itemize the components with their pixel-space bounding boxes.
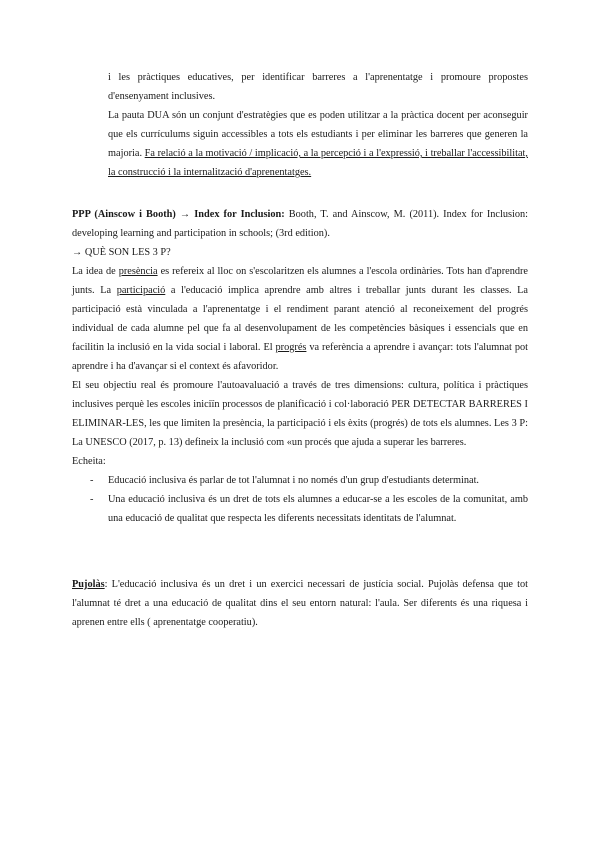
ppp-citation: Booth, T. and Ainscow, M. (2011). Index for Inclusion: developing learning and participation in schools; (3rd edition).: [72, 209, 529, 239]
echeita-label: Echeita:: [72, 456, 106, 467]
list-item: [72, 490, 528, 528]
intro-paragraph-1: i les pràctiques educatives, per identificar barreres a l'aprenentatge i promoure propostes d'ensenyament inclusives.: [108, 72, 528, 102]
ppp-section: [72, 205, 528, 528]
p1-text-a: La idea de: [72, 266, 119, 277]
ppp-reference: [72, 205, 528, 243]
dash-marker: -: [90, 475, 94, 486]
pujolas-text: : L'educació inclusiva és un dret i un exercici necessari de justícia social. Pujolàs defensa que tot l'alumnat té dret a una educació de qualitat dins el seu entorn natural: l'aula. Ser diferents és una riquesa i aprenen entre ells ( aprenentatge cooperatiu).: [72, 579, 528, 628]
p1-text-b: es refereix al lloc on s'escolaritzen els alumnes a l'escola ordinàries. Tots han d'aprendre junts. La: [72, 266, 529, 296]
intro-paragraph-2: [108, 106, 528, 182]
p1-text-d: va referència a aprendre i avançar: tots l'alumnat pot aprendre i ha d'avançar si el context és afavoridor.: [72, 342, 528, 372]
ppp-question: → QUÈ SON LES 3 P?: [72, 247, 171, 258]
ppp-paragraph-2: El seu objectiu real és promoure l'autoavaluació a través de tres dimensions: cultura, política i pràctiques inclusives perquè les escoles iniciïn processos de planificació i col·laboració PER DETECTAR BARRERES I ELIMINAR-LES, les que limiten la presència, la participació i els èxits (progrés) de tots els alumnes. Les 3 P: La UNESCO (2017, p. 13) defineix la inclusió com «un procés que ajuda a superar les barreres.: [72, 380, 528, 448]
ppp-heading: PPP (Ainscow i Booth) → Index for Inclusion:: [72, 209, 285, 220]
list-item-text: Educació inclusiva és parlar de tot l'alumnat i no només d'un grup d'estudiants determinat.: [108, 475, 480, 486]
intro-section: [108, 68, 528, 182]
dash-marker: -: [90, 494, 94, 505]
pujolas-paragraph: [72, 575, 528, 632]
list-item-text: Una educació inclusiva és un dret de tots els alumnes a educar-se a les escoles de la comunitat, amb una educació de qualitat que respecta les diferents necessitats identitats de l'alumnat.: [108, 494, 528, 524]
dua-underlined-text: Fa relació a la motivació / implicació, a la percepció i a l'expressió, i treballar l'accessibilitat, la construcció i la internalització d'aprenentatges.: [108, 148, 528, 178]
p1-text-c: a l'educació implica aprendre amb altres i treballar junts durant les classes. La participació està vinculada a l'aprenentatge i el rendiment parant atenció al reconeixement del progrés individual de cada alumne pel que fa al desenvolupament de les competències bàsiques i essencials que en facilitin la inclusió en la vida social i laboral. El: [72, 285, 529, 353]
pujolas-section: [72, 575, 528, 632]
echeita-list: [72, 471, 528, 528]
presencia-term: presència: [118, 266, 158, 277]
participacio-term: participació: [116, 285, 166, 296]
pujolas-name: Pujolàs: [72, 579, 105, 590]
dua-text: La pauta DUA són un conjunt d'estratègies que es poden utilitzar a la pràctica docent per aconseguir que els currículums siguin accessibles a tots els estudiants i per eliminar les barreres que generen la majoria.: [108, 110, 528, 159]
progres-term: progrés: [275, 342, 307, 353]
ppp-paragraph-1: [72, 262, 528, 376]
list-item: [72, 471, 528, 490]
